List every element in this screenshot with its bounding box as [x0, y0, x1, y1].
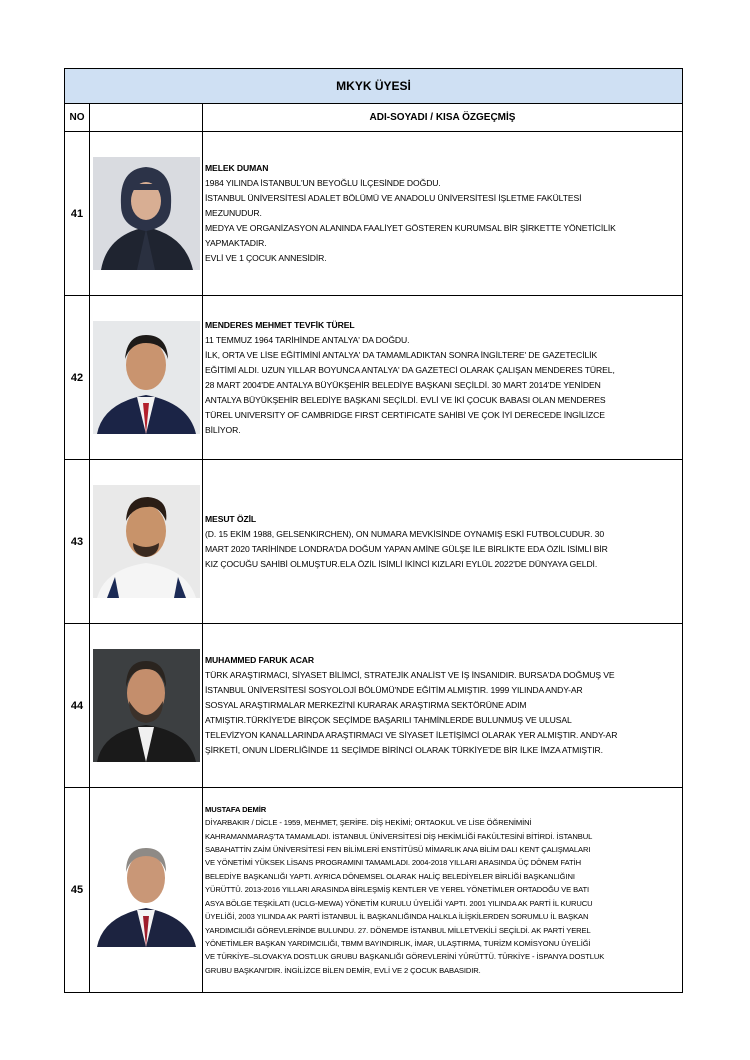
bio-line: İSTANBUL ÜNİVERSİTESİ ADALET BÖLÜMÜ VE ANADOLU ÜNİVERSİTESİ İŞLETME FAKÜLTESİ [205, 193, 582, 203]
member-bio [203, 460, 682, 623]
bio-line: SOSYAL ARAŞTIRMALAR MERKEZİ'Nİ KURARAK ARAŞTIRMA SEKTÖRÜNE ADIM [205, 700, 527, 710]
member-name: MELEK DUMAN [205, 163, 269, 173]
table-row [65, 296, 682, 460]
bio-line: YÖNETİMLER BAŞKAN YARDIMCILIĞI, TBMM BAYINDIRLIK, İMAR, ULAŞTIRMA, TURİZM KOMİSYONU ÜYELİĞİ [205, 938, 591, 948]
bio-line: TÜREL UNIVERSITY OF CAMBRIDGE FIRST CERTIFICATE SAHİBİ VE ÇOK İYİ DERECEDE İNGİLİZCE [205, 409, 605, 420]
bio-line: İSTANBUL ÜNİVERSİTESİ SOSYOLOJİ BÖLÜMÜ'NDE EĞİTİM ALMIŞTIR. 1999 YILINDA ANDY-AR [205, 685, 583, 695]
member-name: MENDERES MEHMET TEVFİK TÜREL [205, 319, 355, 330]
bio-line: EĞİTİMİ ALDI. UZUN YILLAR BOYUNCA ANTALYA' DA GAZETECİ OLARAK ÇALIŞAN MENDERES TÜREL, [205, 364, 615, 375]
bio-line: MEZUNUDUR. [205, 208, 262, 218]
bio-line: TELEVİZYON KANALLARINDA ARAŞTIRMACI VE SİYASET İLETİŞİMCİ OLARAK YER ALMIŞTIR. ANDY-AR [205, 730, 618, 740]
member-bio [203, 132, 682, 295]
row-number: 41 [65, 132, 90, 295]
bio-line: DİYARBAKIR / DİCLE - 1959, MEHMET, ŞERİFE. DİŞ HEKİMİ; ORTAOKUL VE LİSE ÖĞRENİMİNİ [205, 818, 532, 828]
bio-line: ÜYELİĞİ, 2003 YILINDA AK PARTİ İSTANBUL İL BAŞKANLIĞINDA HALKLA İLİŞKİLERDEN SORUMLU İL BAŞKAN [205, 912, 589, 922]
bio-line: 11 TEMMUZ 1964 TARİHİNDE ANTALYA' DA DOĞDU. [205, 334, 410, 345]
bio-line: 1984 YILINDA İSTANBUL'UN BEYOĞLU İLÇESİNDE DOĞDU. [205, 178, 441, 188]
bio-line: ATMIŞTIR.TÜRKİYE'DE BİRÇOK SEÇİMDE BAŞARILI TAHMİNLERDE BULUNMUŞ VE ULUSAL [205, 715, 572, 725]
header-no: NO [65, 104, 90, 131]
photo-cell [90, 624, 203, 787]
bio-line: KIZ ÇOCUĞU SAHİBİ OLMUŞTUR.ELA ÖZİL İSİMLİ İKİNCİ KIZLARI EYLÜL 2022'DE DÜNYAYA GELDİ. [205, 558, 598, 569]
bio-line: BELEDİYE BAŞKANLIĞI YAPTI. AYRICA DÖNEMSEL OLARAK HALİÇ BELEDİYELER BİRLİĞİ BAŞKANLIĞINI [205, 871, 575, 881]
table-row [65, 788, 682, 992]
bio-line: SABAHATTİN ZAİM ÜNİVERSİTESİ FEN BİLİMLERİ ENSTİTÜSÜ MİMARLIK ANA BİLİM DALI KENT ÇALIŞMALARI [205, 845, 591, 855]
photo-cell [90, 788, 203, 992]
member-photo [93, 157, 200, 270]
header-name-bio: ADI-SOYADI / KISA ÖZGEÇMİŞ [369, 112, 516, 123]
bio-line: KAHRAMANMARAŞ'TA TAMAMLADI. İSTANBUL ÜNİVERSİTESİ DİŞ HEKİMLİĞİ FAKÜLTESİNİ BİTİRDİ. İSTANBUL [205, 831, 593, 841]
member-photo [93, 834, 200, 947]
photo-cell [90, 460, 203, 623]
member-bio [203, 296, 682, 459]
row-number: 43 [65, 460, 90, 623]
members-table [64, 68, 683, 993]
bio-line: EVLİ VE 1 ÇOCUK ANNESİDİR. [205, 253, 327, 263]
table-header-row [65, 104, 682, 132]
bio-line: ASYA BÖLGE TEŞKİLATI (UCLG-MEWA) YÖNETİM KURULU ÜYELİĞİ YAPTI. 2001 YILINDA AK PARTİ İL KURUCU [205, 898, 593, 908]
member-bio [203, 788, 682, 992]
member-photo [93, 485, 200, 598]
member-photo [93, 321, 200, 434]
member-name: MUSTAFA DEMİR [205, 804, 267, 814]
bio-line: 28 MART 2004'DE ANTALYA BÜYÜKŞEHİR BELEDİYE BAŞKANI SEÇİLDİ. 30 MART 2014'DE YENİDEN [205, 379, 601, 390]
bio-line: VE TÜRKİYE–SLOVAKYA DOSTLUK GRUBU BAŞKANLIĞI GÖREVLERİNİ YÜRÜTTÜ. TÜRKİYE - İSPANYA DOSTLUK [205, 952, 605, 962]
bio-line: VE YÖNETİMİ YÜKSEK LİSANS PROGRAMINI TAMAMLADI. 2004-2018 YILLARI ARASINDA ÜÇ DÖNEM FATİH [205, 858, 581, 868]
table-title: MKYK ÜYESİ [65, 69, 682, 104]
header-photo-cell [90, 104, 203, 131]
bio-line: GRUBU BAŞKANI'DIR. İNGİLİZCE BİLEN DEMİR, EVLİ VE 2 ÇOCUK BABASIDIR. [205, 965, 481, 975]
bio-line: İLK, ORTA VE LİSE EĞİTİMİNİ ANTALYA' DA TAMAMLADIKTAN SONRA İNGİLTERE' DE GAZETECİLİK [205, 349, 598, 360]
member-name: MUHAMMED FARUK ACAR [205, 655, 315, 665]
bio-line: TÜRK ARAŞTIRMACI, SİYASET BİLİMCİ, STRATEJİK ANALİST VE İŞ İNSANIDIR. BURSA'DA DOĞMUŞ VE [205, 670, 615, 680]
row-number: 42 [65, 296, 90, 459]
bio-line: (D. 15 EKİM 1988, GELSENKIRCHEN), ON NUMARA MEVKİSİNDE OYNAMIŞ ESKİ FUTBOLCUDUR. 30 [205, 528, 605, 539]
bio-line: YÜRÜTTÜ. 2013-2016 YILLARI ARASINDA BİRLEŞMİŞ KENTLER VE YEREL YÖNETİMLER ORTADOĞU VE BATI [205, 885, 590, 895]
bio-line: YARDIMCILIĞI GÖREVLERİNDE BULUNDU. 27. DÖNEMDE İSTANBUL MİLLETVEKİLİ SEÇİLDİ. AK PARTİ YEREL [205, 925, 591, 935]
member-bio [203, 624, 682, 787]
row-number: 45 [65, 788, 90, 992]
row-number: 44 [65, 624, 90, 787]
bio-line: MEDYA VE ORGANİZASYON ALANINDA FAALİYET GÖSTEREN KURUMSAL BİR ŞİRKETTE YÖNETİCİLİK [205, 223, 616, 233]
bio-line: ANTALYA BÜYÜKŞEHİR BELEDİYE BAŞKANI SEÇİLDİ. EVLİ VE İKİ ÇOCUK BABASI OLAN MENDERES [205, 394, 606, 405]
member-photo [93, 649, 200, 762]
photo-cell [90, 132, 203, 295]
table-row [65, 460, 682, 624]
bio-line: YAPMAKTADIR. [205, 238, 267, 248]
bio-line: BİLİYOR. [205, 424, 241, 435]
table-row [65, 132, 682, 296]
bio-line: MART 2020 TARİHİNDE LONDRA'DA DOĞUM YAPAN AMİNE GÜLŞE İLE BİRLİKTE EDA ÖZİL İSİMLİ BİR [205, 543, 608, 554]
member-name: MESUT ÖZİL [205, 513, 257, 524]
photo-cell [90, 296, 203, 459]
table-row [65, 624, 682, 788]
bio-line: ŞİRKETİ, ONUN LİDERLİĞİNDE 11 SEÇİMDE BİRİNCİ OLARAK TÜRKİYE'DE BİR İLKE İMZA ATMIŞTIR. [205, 745, 603, 755]
